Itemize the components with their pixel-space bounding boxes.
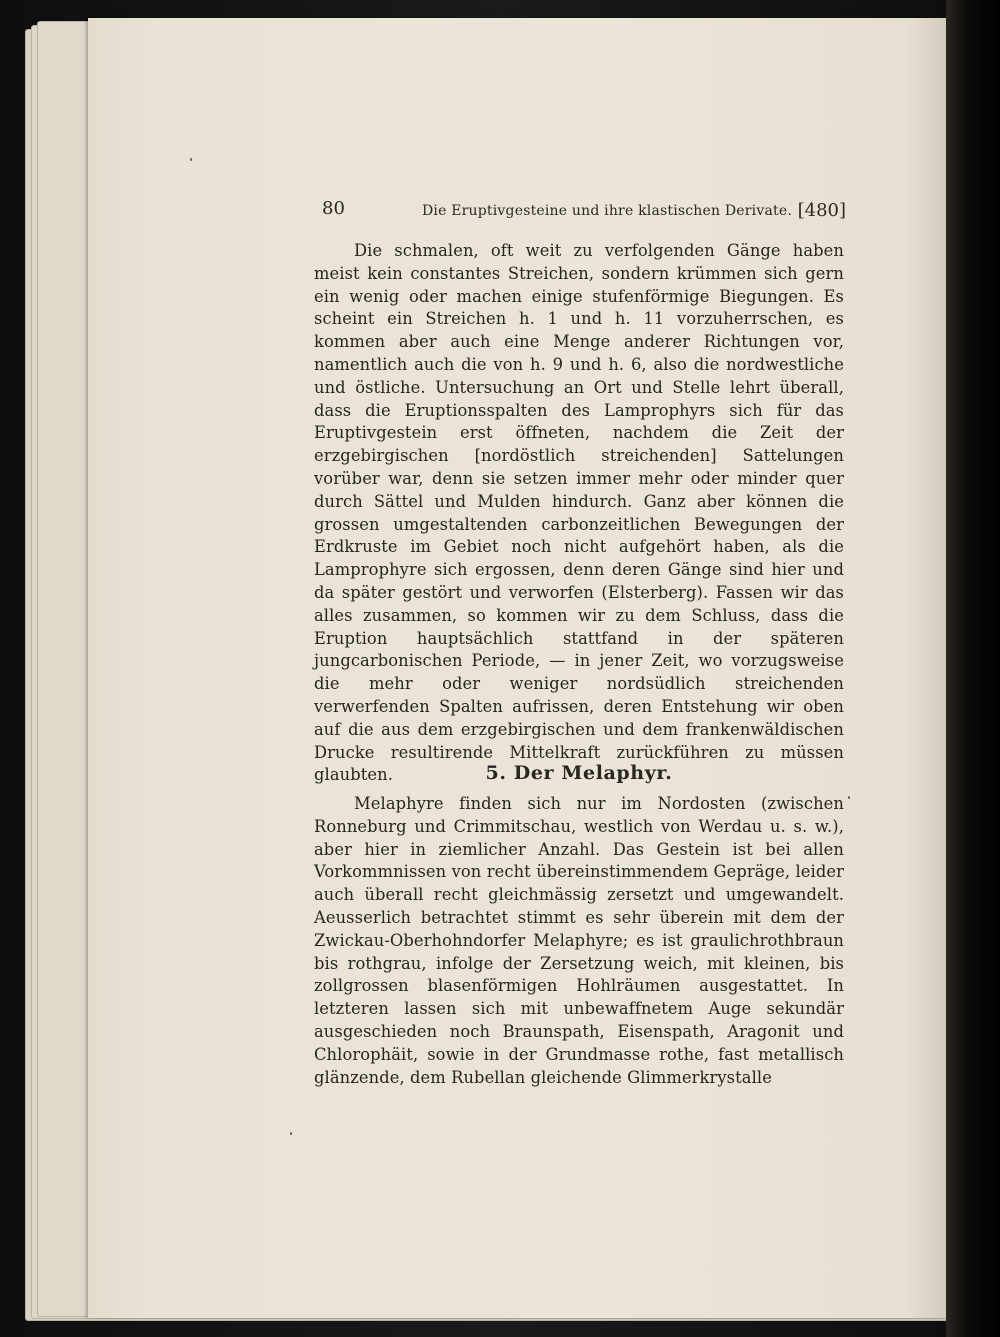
paper-speck: [290, 1132, 292, 1135]
book-spine: [946, 0, 1000, 1337]
gutter-shadow: [908, 18, 948, 1318]
page-number: 80: [322, 198, 345, 219]
paper-speck: [848, 796, 850, 799]
running-title: Die Eruptivgesteine und ihre klastischen Derivate.: [422, 203, 792, 219]
body-paragraph: Die schmalen, oft weit zu verfolgenden Gänge haben meist kein constantes Streichen, sondern krümmen sich gern ein wenig oder machen einige stufenförmige Biegungen. Es scheint ein Streichen h. 1 und h. 11 vorzuherrschen, es kommen aber auch eine Menge anderer Richtungen vor, namentlich auch die von h. 9 und h. 6, also die nordwestliche und östliche. Untersuchung an Ort und Stelle lehrt überall, dass die Eruptionsspalten des Lamprophyrs sich für das Eruptivgestein erst öffneten, nachdem die Zeit der erzgebirgischen [nordöstlich streichenden] Sattelungen vorüber war, denn sie setzen immer mehr oder minder quer durch Sättel und Mulden hindurch. Ganz aber können die grossen umgestaltenden carbonzeitlichen Bewegungen der Erdkruste im Gebiet noch nicht aufgehört haben, als die Lamprophyre sich ergossen, denn deren Gänge sind hier und da später gestört und verworfen (Elsterberg). Fassen wir das alles zusammen, so kommen wir zu dem Schluss, dass die Eruption hauptsächlich stattfand in der späteren jungcarbonischen Periode, — in jener Zeit, wo vorzugsweise die mehr oder weniger nordsüdlich streichenden verwerfenden Spalten aufrissen, deren Entstehung wir oben auf die aus dem erzgebirgischen und dem frankenwäldischen Drucke resultirende Mittelkraft zurückführen zu müssen glaubten.: [314, 241, 844, 785]
section-heading: 5. Der Melaphyr.: [485, 762, 673, 784]
running-header: [318, 198, 846, 228]
body-paragraph: Melaphyre finden sich nur im Nordosten (zwischen Ronneburg und Crimmitschau, westlich von Werdau u. s. w.), aber hier in ziemlicher Anzahl. Das Gestein ist bei allen Vorkommnissen von recht übereinstimmendem Gepräge, leider auch überall recht gleichmässig zersetzt und umgewandelt. Aeusserlich betrachtet stimmt es sehr überein mit dem der Zwickau-Oberhohndorfer Melaphyre; es ist graulichrothbraun bis rothgrau, infolge der Zersetzung weich, mit kleinen, bis zollgrossen blasenförmigen Hohlräumen ausgestattet. In letzteren lassen sich mit unbewaffnetem Auge sekundär ausgeschieden noch Braunspath, Eisenspath, Aragonit und Chlorophäit, sowie in der Grundmasse rothe, fast metallisch glänzende, dem Rubellan gleichende Glimmerkrystalle: [314, 794, 844, 1087]
paper-speck: [190, 158, 192, 161]
original-page-number: [480]: [797, 200, 846, 221]
